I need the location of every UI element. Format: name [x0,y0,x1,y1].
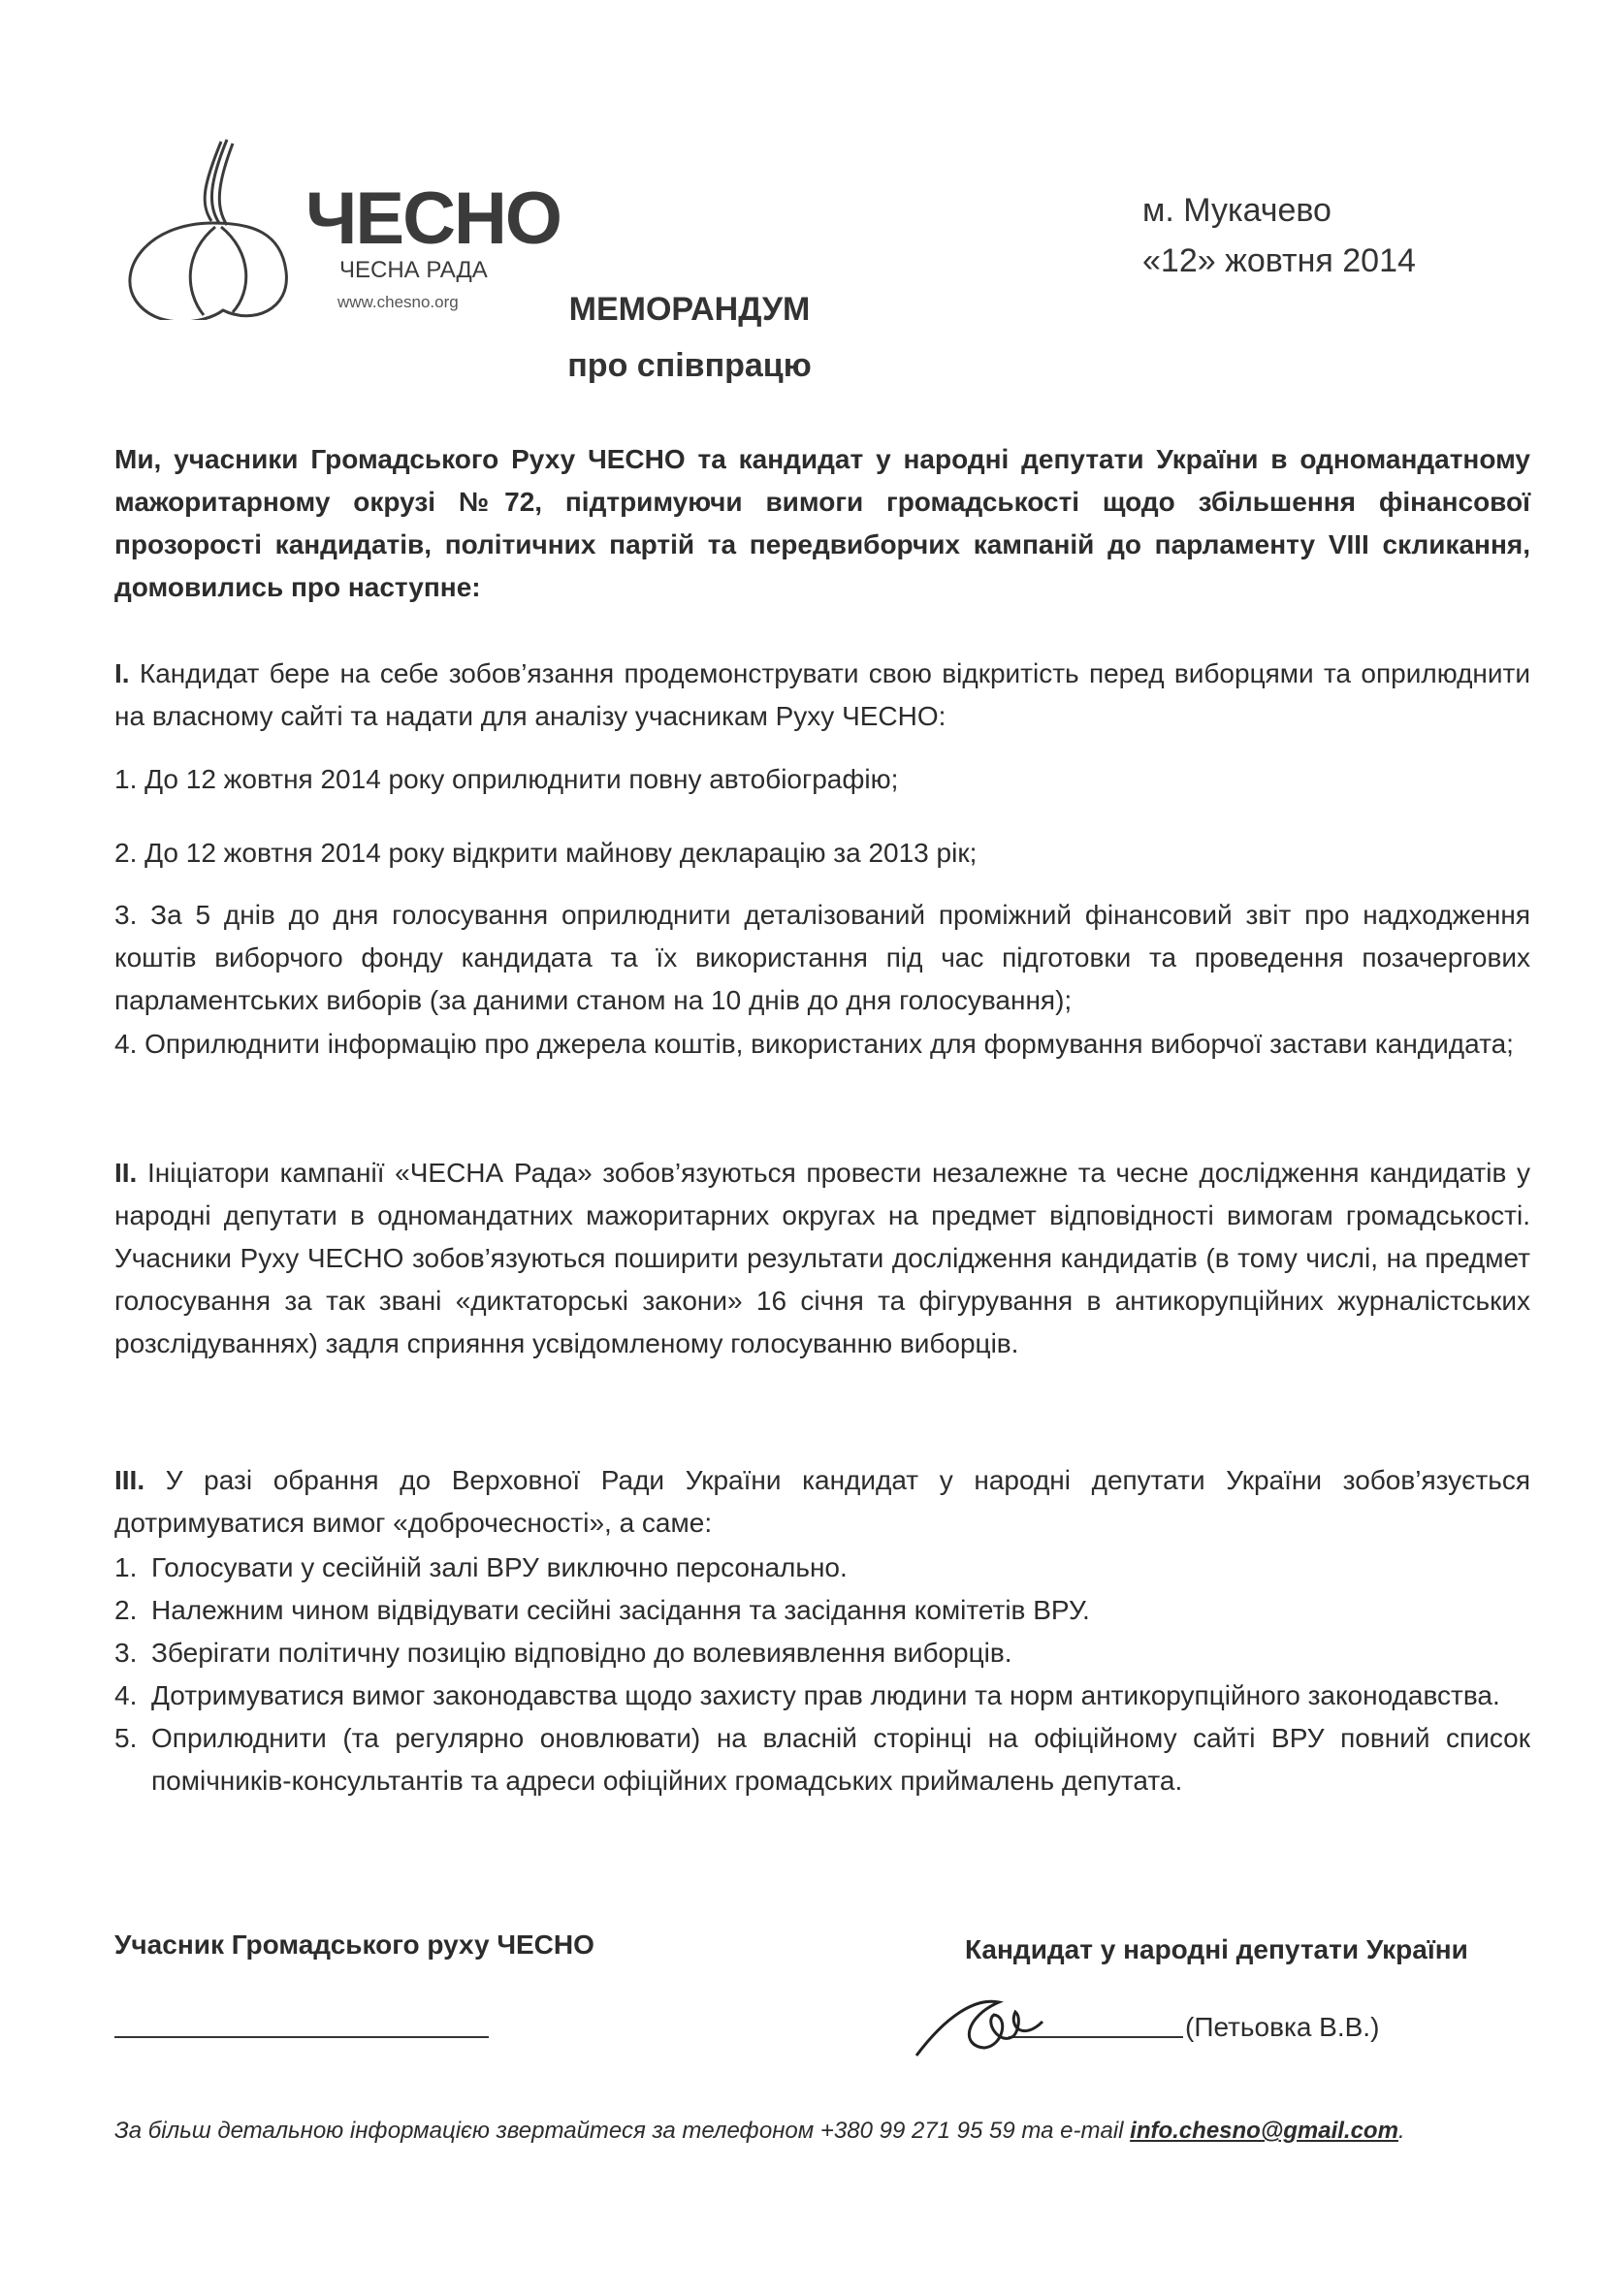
list-item-number: 2. [114,1595,138,1625]
handwritten-signature [907,1978,1062,2075]
footer-text: За більш детальною інформацією звертайтеся за телефоном +380 99 271 95 59 та e-mail [114,2118,1131,2144]
candidate-name: (Петьовка В.В.) [1185,2012,1380,2042]
section-1 [114,653,1530,738]
list-item-text: Зберігати політичну позицію відповідно до волевиявлення виборців. [151,1638,1012,1668]
list-item-number: 4. [114,1680,138,1710]
section-2-text: Ініціатори кампанії «ЧЕСНА Рада» зобов’язуються провести незалежне та чесне дослідження кандидатів у народні депутати в одномандатних мажоритарних округах на предмет відповідності вимогам громадськості. Учасники Руху ЧЕСНО зобов’язуються поширити результати дослідження кандидатів (в тому числі, на предмет голосування за так звані «диктаторські закони» 16 січня та фігурування в антикорупційних журналістських розслідуваннях) задля сприяння усвідомленому голосуванню виборців. [114,1158,1530,1358]
section-3 [114,1459,1530,1545]
section-2-numeral: II. [114,1158,138,1188]
participant-signature-label: Учасник Громадського руху ЧЕСНО [114,1929,594,1960]
list-item-number: 3. [114,1638,138,1668]
document-place: м. Мукачево [1142,192,1331,229]
candidate-signature-label: Кандидат у народні депутати України [965,1934,1468,1964]
participant-signature-line [114,2036,489,2038]
section-1-point-3: 3. За 5 днів до дня голосування оприлюднити деталізований проміжний фінансовий звіт про надходження коштів виборчого фонду кандидата та їх використання під час підготовки та проведення позачергових парламентських виборів (за даними станом на 10 днів до дня голосування); [114,900,1530,1015]
footer-end: . [1397,2118,1405,2144]
logo-name: ЧЕСНО [305,177,561,260]
logo-subtitle: ЧЕСНА РАДА [339,257,488,283]
list-item [114,1717,1530,1802]
section-2 [114,1152,1530,1365]
footer-contact [114,2118,1530,2145]
list-item-text: Належним чином відвідувати сесійні засідання та засідання комітетів ВРУ. [151,1595,1090,1625]
list-item [114,1632,1530,1674]
document-title: МЕМОРАНДУМ [568,291,811,328]
list-item-text: Оприлюднити (та регулярно оновлювати) на власній сторінці на офіційному сайті ВРУ повний список помічників-консультантів та адреси офіційних громадських приймалень депутата. [151,1723,1530,1796]
section-3-list [114,1547,1530,1802]
document-date: «12» жовтня 2014 [1142,242,1416,279]
section-3-text: У разі обрання до Верховної Ради України кандидат у народні депутати України зобов’язується дотримуватися вимог «доброчесності», а саме: [114,1465,1531,1538]
list-item [114,1547,1530,1589]
list-item [114,1589,1530,1632]
list-item-number: 5. [114,1723,138,1753]
list-item-number: 1. [114,1552,138,1582]
list-item [114,1674,1530,1717]
section-1-point-1: 1. До 12 жовтня 2014 року оприлюднити повну автобіографію; [114,764,899,794]
list-item-text: Дотримуватися вимог законодавства щодо захисту прав людини та норм антикорупційного законодавства. [151,1680,1500,1710]
list-item-text: Голосувати у сесійній залі ВРУ виключно персонально. [151,1552,848,1582]
intro-paragraph: Ми, учасники Громадського Руху ЧЕСНО та кандидат у народні депутати України в одномандатному мажоритарному окрузі №72, підтримуючи вимоги громадськості щодо збільшення фінансової прозорості кандидатів, політичних партій та передвиборчих кампаній до парламенту VIII скликання, домовились про наступне: [114,444,1530,602]
section-1-point-4: 4. Оприлюднити інформацію про джерела коштів, використаних для формування виборчої застави кандидата; [114,1029,1514,1059]
section-1-point-2: 2. До 12 жовтня 2014 року відкрити майнову декларацію за 2013 рік; [114,838,978,868]
section-1-text: Кандидат бере на себе зобов’язання продемонструвати свою відкритість перед виборцями та оприлюднити на власному сайті та надати для аналізу учасникам Руху ЧЕСНО: [114,658,1530,731]
footer-email[interactable]: info.chesno@gmail.com [1130,2118,1398,2144]
section-1-numeral: I. [114,658,130,688]
section-3-numeral: III. [114,1465,145,1495]
document-subtitle: про співпрацю [567,347,812,384]
logo-url: www.chesno.org [337,293,459,311]
